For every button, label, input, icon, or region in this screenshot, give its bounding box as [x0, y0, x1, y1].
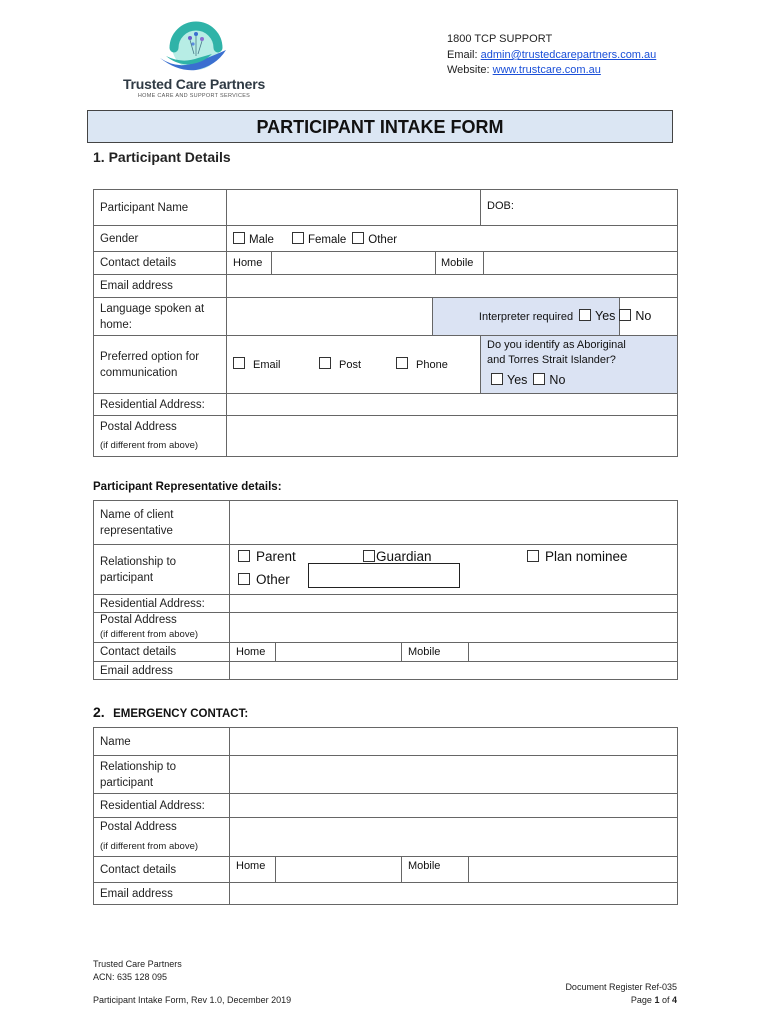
rep-mobile-field[interactable] — [469, 643, 678, 662]
atsi-no-checkbox[interactable] — [533, 373, 545, 385]
emergency-relationship-label — [94, 756, 230, 794]
website-link[interactable]: www.trustcare.com.au — [492, 64, 601, 76]
emergency-email-field[interactable] — [230, 883, 678, 905]
atsi-question-line1: Do you identify as Aboriginal — [487, 339, 626, 351]
emergency-mobile-label: Mobile — [402, 857, 469, 883]
page-of: of — [659, 995, 672, 1005]
guardian-checkbox[interactable] — [363, 550, 375, 562]
support-phone: 1800 TCP SUPPORT — [447, 33, 553, 45]
preferred-comm-line1: Preferred option for — [100, 350, 200, 363]
form-title: PARTICIPANT INTAKE FORM — [87, 110, 673, 143]
contact-details-cell — [227, 252, 678, 275]
emergency-home-field[interactable] — [276, 857, 402, 883]
residential-address-label: Residential Address: — [94, 394, 227, 416]
atsi-yes-checkbox[interactable] — [491, 373, 503, 385]
email-link[interactable]: admin@trustedcarepartners.com.au — [480, 49, 657, 61]
dob-field[interactable] — [481, 190, 678, 226]
contact-details-label: Contact details — [94, 252, 227, 275]
footer-acn: ACN: 635 128 095 — [93, 972, 168, 982]
emergency-email-label: Email address — [94, 883, 230, 905]
interpreter-no-checkbox[interactable] — [619, 309, 631, 321]
male-label: Male — [249, 233, 274, 246]
rep-name-line2: representative — [100, 524, 173, 537]
rep-postal-title: Postal Address — [100, 614, 177, 626]
plan-nominee-checkbox[interactable] — [527, 550, 539, 562]
male-checkbox[interactable] — [233, 232, 245, 244]
emergency-heading — [93, 704, 248, 722]
rep-postal-note: (if different from above) — [100, 629, 199, 640]
emergency-postal-field[interactable] — [230, 818, 678, 857]
footer-company: Trusted Care Partners — [93, 959, 182, 969]
interpreter-yes-label: Yes — [595, 309, 616, 323]
logo-title: Trusted Care Partners — [122, 76, 266, 92]
guardian-label: Guardian — [376, 548, 432, 564]
emergency-postal-label — [94, 818, 230, 857]
preferred-comm-line2: communication — [100, 366, 178, 379]
rep-name-field[interactable] — [230, 501, 678, 545]
rep-postal-label — [94, 613, 230, 643]
email-pref-checkbox[interactable] — [233, 357, 245, 369]
emergency-relationship-field[interactable] — [230, 756, 678, 794]
rep-relationship-options — [230, 545, 678, 595]
postal-address-label — [94, 416, 227, 457]
page-total: 4 — [671, 995, 677, 1005]
emergency-table — [93, 727, 678, 905]
gender-options — [227, 226, 678, 252]
post-pref-label: Post — [339, 358, 362, 371]
plan-nominee-label: Plan nominee — [545, 548, 628, 564]
section-1-heading: 1. Participant Details — [93, 149, 231, 165]
emergency-postal-note: (if different from above) — [100, 841, 199, 852]
other-label: Other — [368, 233, 398, 246]
dob-label: DOB: — [487, 200, 514, 212]
atsi-no-label: No — [549, 373, 566, 387]
representative-heading: Participant Representative details: — [93, 481, 282, 493]
phone-pref-checkbox[interactable] — [396, 357, 408, 369]
emergency-title: EMERGENCY CONTACT: — [113, 708, 249, 720]
rep-home-label: Home — [230, 643, 276, 662]
atsi-yes-label: Yes — [507, 373, 528, 387]
header-email-line — [447, 49, 656, 61]
emergency-name-label: Name — [94, 728, 230, 756]
participant-details-table — [93, 189, 678, 457]
rep-other-checkbox[interactable] — [238, 573, 250, 585]
rep-home-field[interactable] — [276, 643, 402, 662]
rep-residential-label: Residential Address: — [94, 595, 230, 613]
hands-flowers-logo-icon — [160, 22, 226, 70]
rep-email-label: Email address — [94, 662, 230, 680]
rep-relationship-label — [94, 545, 230, 595]
mobile-label: Mobile — [441, 257, 474, 269]
rep-mobile-label: Mobile — [402, 643, 469, 662]
postal-address-note: (if different from above) — [100, 439, 199, 451]
language-label-line2: home: — [100, 318, 132, 331]
rep-other-text-field[interactable] — [308, 563, 460, 588]
preferred-comm-label — [94, 336, 227, 394]
emergency-relationship-line1: Relationship to — [100, 760, 177, 773]
emergency-mobile-field[interactable] — [469, 857, 678, 883]
interpreter-yes-no — [579, 309, 651, 323]
emergency-number: 2. — [93, 704, 105, 720]
rep-relationship-line1: Relationship to — [100, 555, 177, 568]
atsi-question-cell — [481, 336, 678, 394]
language-field[interactable] — [227, 298, 433, 336]
post-pref-checkbox[interactable] — [319, 357, 331, 369]
home-phone-label: Home — [233, 257, 263, 269]
interpreter-label: Interpreter required — [433, 298, 620, 336]
email-pref-label: Email — [253, 358, 281, 371]
interpreter-no-label: No — [635, 309, 652, 323]
email-address-label: Email address — [94, 275, 227, 298]
rep-name-line1: Name of client — [100, 508, 174, 521]
footer-page-number — [631, 995, 677, 1005]
emergency-residential-field[interactable] — [230, 794, 678, 818]
female-checkbox[interactable] — [292, 232, 304, 244]
emergency-postal-title: Postal Address — [100, 821, 177, 833]
footer-form-revision: Participant Intake Form, Rev 1.0, December 2019 — [93, 995, 292, 1005]
rep-name-label — [94, 501, 230, 545]
postal-address-field[interactable] — [227, 416, 678, 457]
female-label: Female — [307, 233, 347, 246]
participant-name-field[interactable] — [227, 190, 481, 226]
footer-doc-ref: Document Register Ref-035 — [565, 982, 677, 992]
rep-residential-field[interactable] — [230, 595, 678, 613]
email-address-field[interactable] — [227, 275, 678, 298]
page-current: 1 — [654, 995, 660, 1005]
rep-postal-field[interactable] — [230, 613, 678, 643]
emergency-residential-label: Residential Address: — [94, 794, 230, 818]
logo-subtitle: HOME CARE AND SUPPORT SERVICES — [137, 93, 251, 99]
postal-address-title: Postal Address — [100, 420, 177, 433]
language-label — [94, 298, 227, 336]
parent-label: Parent — [256, 548, 296, 564]
language-label-line1: Language spoken at — [100, 302, 205, 315]
mobile-field[interactable] — [483, 252, 678, 275]
emergency-name-field[interactable] — [230, 728, 678, 756]
interpreter-yes-checkbox[interactable] — [579, 309, 591, 321]
rep-email-field[interactable] — [230, 662, 678, 680]
website-label: Website: — [447, 64, 490, 76]
other-checkbox[interactable] — [352, 232, 364, 244]
gender-label: Gender — [94, 226, 227, 252]
residential-address-field[interactable] — [227, 394, 678, 416]
page-prefix: Page — [630, 995, 655, 1005]
atsi-question-line2: and Torres Strait Islander? — [487, 354, 616, 366]
parent-checkbox[interactable] — [238, 550, 250, 562]
rep-other-label: Other — [256, 571, 290, 587]
preferred-comm-options — [227, 336, 481, 394]
home-phone-field[interactable] — [271, 252, 436, 275]
emergency-relationship-line2: participant — [100, 776, 154, 789]
rep-contact-label: Contact details — [94, 643, 230, 662]
email-label: Email: — [447, 49, 478, 61]
header-website-line — [447, 64, 601, 76]
phone-pref-label: Phone — [416, 358, 448, 371]
rep-relationship-line2: participant — [100, 571, 154, 584]
emergency-home-label: Home — [230, 857, 276, 883]
participant-name-label: Participant Name — [94, 190, 227, 226]
representative-table — [93, 500, 678, 680]
emergency-contact-label: Contact details — [94, 857, 230, 883]
